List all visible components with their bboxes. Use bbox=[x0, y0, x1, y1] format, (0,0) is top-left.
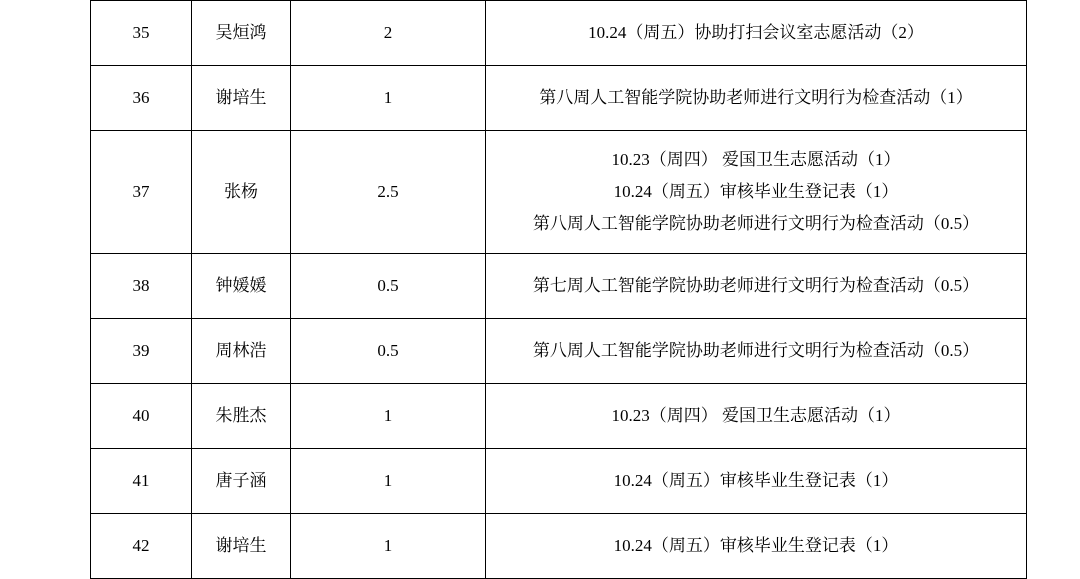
cell-name: 张杨 bbox=[192, 131, 291, 254]
cell-name: 周林浩 bbox=[192, 319, 291, 384]
description-line: 10.24（周五）审核毕业生登记表（1） bbox=[613, 535, 899, 555]
cell-hours: 0.5 bbox=[291, 254, 486, 319]
cell-index: 37 bbox=[91, 131, 192, 254]
cell-description bbox=[486, 514, 1027, 579]
table-row bbox=[91, 1, 1027, 66]
cell-name: 钟媛媛 bbox=[192, 254, 291, 319]
table-row bbox=[91, 254, 1027, 319]
cell-description bbox=[486, 319, 1027, 384]
cell-name: 唐子涵 bbox=[192, 449, 291, 514]
description-line: 10.23（周四） 爱国卫生志愿活动（1） bbox=[611, 149, 901, 169]
cell-hours: 0.5 bbox=[291, 319, 486, 384]
cell-name: 谢培生 bbox=[192, 66, 291, 131]
cell-name: 朱胜杰 bbox=[192, 384, 291, 449]
cell-description bbox=[486, 449, 1027, 514]
volunteer-hours-table-wrapper bbox=[90, 0, 990, 579]
cell-description bbox=[486, 131, 1027, 254]
volunteer-hours-table bbox=[90, 0, 1027, 579]
table-row bbox=[91, 319, 1027, 384]
description-line: 第八周人工智能学院协助老师进行文明行为检查活动（0.5） bbox=[532, 214, 980, 234]
table-row bbox=[91, 131, 1027, 254]
cell-index: 38 bbox=[91, 254, 192, 319]
cell-hours: 1 bbox=[291, 514, 486, 579]
description-line: 第八周人工智能学院协助老师进行文明行为检查活动（1） bbox=[539, 87, 973, 107]
table-row bbox=[91, 449, 1027, 514]
cell-name: 吴烜鸿 bbox=[192, 1, 291, 66]
description-line: 10.23（周四） 爱国卫生志愿活动（1） bbox=[611, 405, 901, 425]
cell-index: 40 bbox=[91, 384, 192, 449]
description-line: 10.24（周五）审核毕业生登记表（1） bbox=[613, 181, 899, 201]
cell-index: 41 bbox=[91, 449, 192, 514]
cell-index: 39 bbox=[91, 319, 192, 384]
cell-hours: 2.5 bbox=[291, 131, 486, 254]
cell-name: 谢培生 bbox=[192, 514, 291, 579]
description-line: 10.24（周五）协助打扫会议室志愿活动（2） bbox=[588, 22, 924, 42]
cell-index: 36 bbox=[91, 66, 192, 131]
description-line: 10.24（周五）审核毕业生登记表（1） bbox=[613, 470, 899, 490]
cell-description bbox=[486, 1, 1027, 66]
cell-hours: 1 bbox=[291, 66, 486, 131]
table-body bbox=[91, 1, 1027, 579]
cell-hours: 1 bbox=[291, 449, 486, 514]
cell-hours: 1 bbox=[291, 384, 486, 449]
table-row bbox=[91, 514, 1027, 579]
cell-description bbox=[486, 66, 1027, 131]
cell-description bbox=[486, 384, 1027, 449]
table-row bbox=[91, 384, 1027, 449]
table-row bbox=[91, 66, 1027, 131]
description-line: 第七周人工智能学院协助老师进行文明行为检查活动（0.5） bbox=[532, 275, 980, 295]
description-line: 第八周人工智能学院协助老师进行文明行为检查活动（0.5） bbox=[532, 340, 980, 360]
cell-hours: 2 bbox=[291, 1, 486, 66]
cell-index: 42 bbox=[91, 514, 192, 579]
cell-index: 35 bbox=[91, 1, 192, 66]
cell-description bbox=[486, 254, 1027, 319]
